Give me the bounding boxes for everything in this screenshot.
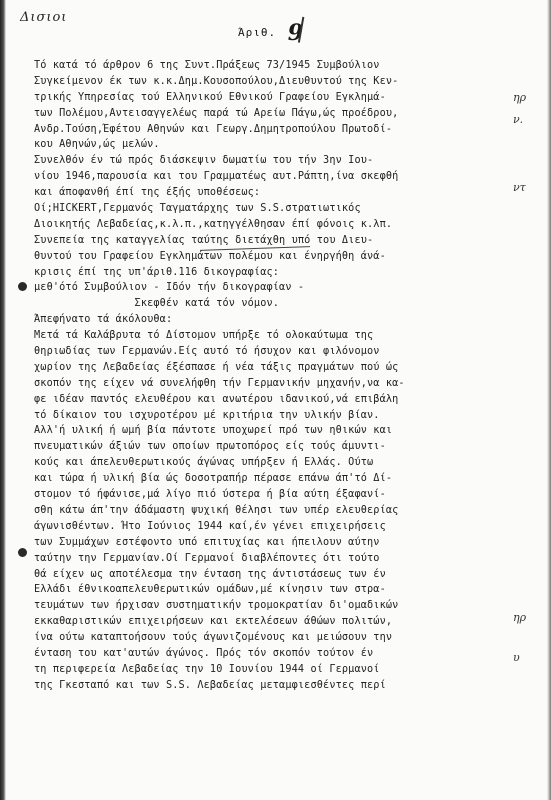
document-line: Συγκείμενον έκ των κ.κ.Δημ.Κουσοπούλου,Διευθυντού της Κεν- bbox=[34, 75, 399, 87]
handwritten-note: Δισιοι bbox=[20, 10, 68, 25]
ink-blot bbox=[18, 548, 27, 557]
document-line: θηριωδίας των Γερμανών.Είς αυτό τό ήσυχον και φιλόνομον bbox=[34, 346, 380, 358]
document-line: θυντού του Γραφείου Εγκλημάτων πολέμου και ένηργήθη άνά- bbox=[34, 250, 386, 262]
document-line: Σκεφθέν κατά τόν νόμον. bbox=[34, 298, 280, 310]
document-line: Τό κατά τό άρθρον 6 της Συντ.Πράξεως 73/1945 Συμβούλιον bbox=[34, 60, 380, 71]
ink-mark bbox=[298, 17, 318, 45]
document-line: των Πολέμου,Αντεισαγγελέως παρά τώ Αρείω Πάγω,ώς προέδρου, bbox=[34, 107, 399, 119]
document-line: κρισις έπί της υπ'άριθ.116 δικογραφίας: bbox=[34, 266, 280, 278]
document-line: εκκαθαριστικών επιχειρήσεων και εκτελέσεων άθώων πολιτών, bbox=[34, 616, 393, 628]
document-number bbox=[238, 16, 305, 46]
document-line: ίνα ούτω καταπτοήσουν τούς άγωνιζομένους και μειώσουν την bbox=[34, 632, 393, 644]
document-line: Άπεφήνατο τά άκόλουθα: bbox=[34, 314, 173, 326]
document-line: Συνεπεία της καταγγελίας ταύτης διετάχθη υπό του Διευ- bbox=[34, 234, 374, 246]
ink-blot bbox=[18, 282, 27, 291]
margin-note: υ bbox=[513, 651, 520, 664]
document-line: και τώρα ή υλική βία ώς δοσοτραπήρ πέρασε επάνω άπ'τό Δί- bbox=[34, 473, 393, 485]
document-line: Αλλ'ή υλική ή ωμή βία πάντοτε υποχωρεί πρό των ηθικών και bbox=[34, 425, 393, 437]
scan-right-edge bbox=[547, 0, 551, 800]
document-line: μεθ'ότό Συμβούλιον - Ιδόν τήν δικογραφίαν - bbox=[34, 282, 305, 294]
document-line: Διοικητής Λεβαδείας,κ.λ.π.,κατηγγέλθησαν έπί φόνοις κ.λπ. bbox=[34, 218, 393, 230]
document-line: φε ιδέαν παντός ελευθέρου και ανωτέρου ιδανικού,νά επιβάλη bbox=[34, 393, 399, 405]
margin-note: ηρ bbox=[513, 91, 527, 104]
document-line: Ελλάδι έθνικοαπελευθερωτικών ομάδων,μέ κίνησιν των στρα- bbox=[34, 584, 386, 596]
document-line: Συνελθόν έν τώ πρός διάσκεψιν δωματίω του τήν 3ην Ιου- bbox=[34, 155, 374, 167]
document-line: Οί;HICKERT,Γερμανός Ταγματάρχης των S.S.στρατιωτικός bbox=[34, 203, 361, 215]
document-line: κου Αθηνών,ώς μελών. bbox=[34, 139, 160, 151]
document-line: των Συμμάχων εστέφοντο υπό επιτυχίας και ήπειλουν αύτην bbox=[34, 536, 380, 548]
document-line: τό δίκαιον του ισχυροτέρου μέ κριτήρια την υλικήν βίαν. bbox=[34, 409, 380, 421]
document-line: άγωνισθέντων. Ήτο Ιούνιος 1944 καί,έν γένει επιχειρήσεις bbox=[34, 520, 386, 532]
document-line: τρικής Υπηρεσίας τού Ελληνικού Εθνικού Γραφείου Εγκλημά- bbox=[34, 91, 386, 103]
document-line: πνευματικών άξιών των οποίων πρωτοπόρος είς τούς άμυντι- bbox=[34, 441, 386, 453]
document-line: χωρίον της Λεβαδείας έξέσπασε ή νέα τάξις πραγμάτων πού ώς bbox=[34, 361, 399, 373]
document-line: σθη κάτω άπ'την άδάμαστη ψυχική θέλησι των υπέρ ελευθερίας bbox=[34, 504, 399, 516]
document-line: ένταση του κατ'αυτών άγώνος. Πρός τόν σκοπόν τούτον έν bbox=[34, 647, 374, 659]
document-line: τη περιφερεία Λεβαδείας την 10 Ιουνίου 1944 οί Γερμανοί bbox=[34, 663, 380, 675]
document-number-label: Άριθ. bbox=[238, 26, 277, 39]
document-line: τευμάτων των ήρχισαν συστηματικήν τρομοκρατίαν δι'ομαδικών bbox=[34, 600, 399, 612]
scan-left-edge bbox=[0, 0, 6, 800]
document-line: στομον τό ήφάνισε,μά λίγο πιό ύστερα ή βία αύτη έξαφανί- bbox=[34, 489, 386, 501]
document-line: σκοπόν της είχεν νά συνελήφθη τήν Γερμανικήν μηχανήν,να κα- bbox=[34, 377, 405, 389]
document-line: και άποφανθή έπί της έξής υποθέσεως: bbox=[34, 187, 261, 199]
document-line: κούς και άπελευθερωτικούς άγώνας υπήρξεν ή Ελλάς. Ούτω bbox=[34, 457, 374, 469]
document-line: της Γκεσταπό και των S.S. Λεβαδείας μεταμφιεσθέντες περί bbox=[34, 679, 386, 691]
document-line: ταύτην την Γερμανίαν.Οί Γερμανοί διαβλέποντες ότι τούτο bbox=[34, 552, 380, 564]
document-line: νίου 1946,παρουσία και του Γραμματέως αυτ.Ράπτη,ίνα σκεφθή bbox=[34, 171, 399, 183]
document-body bbox=[34, 58, 514, 694]
margin-note: ν. bbox=[513, 113, 524, 126]
document-line: Μετά τά Καλάβρυτα τό Δίστομον υπήρξε τό ολοκαύτωμα της bbox=[34, 330, 374, 342]
document-line: θά είχεν ως αποτέλεσμα την ένταση της άντιστάσεως των έν bbox=[34, 568, 386, 580]
margin-note: ηρ bbox=[513, 611, 527, 624]
document-line: Ανδρ.Τούση,Έφέτου Αθηνών και Γεωργ.Δημητροπούλου Πρωτοδί- bbox=[34, 123, 393, 135]
document-number-value: 9 bbox=[287, 20, 305, 46]
margin-note: ντ bbox=[513, 181, 526, 194]
